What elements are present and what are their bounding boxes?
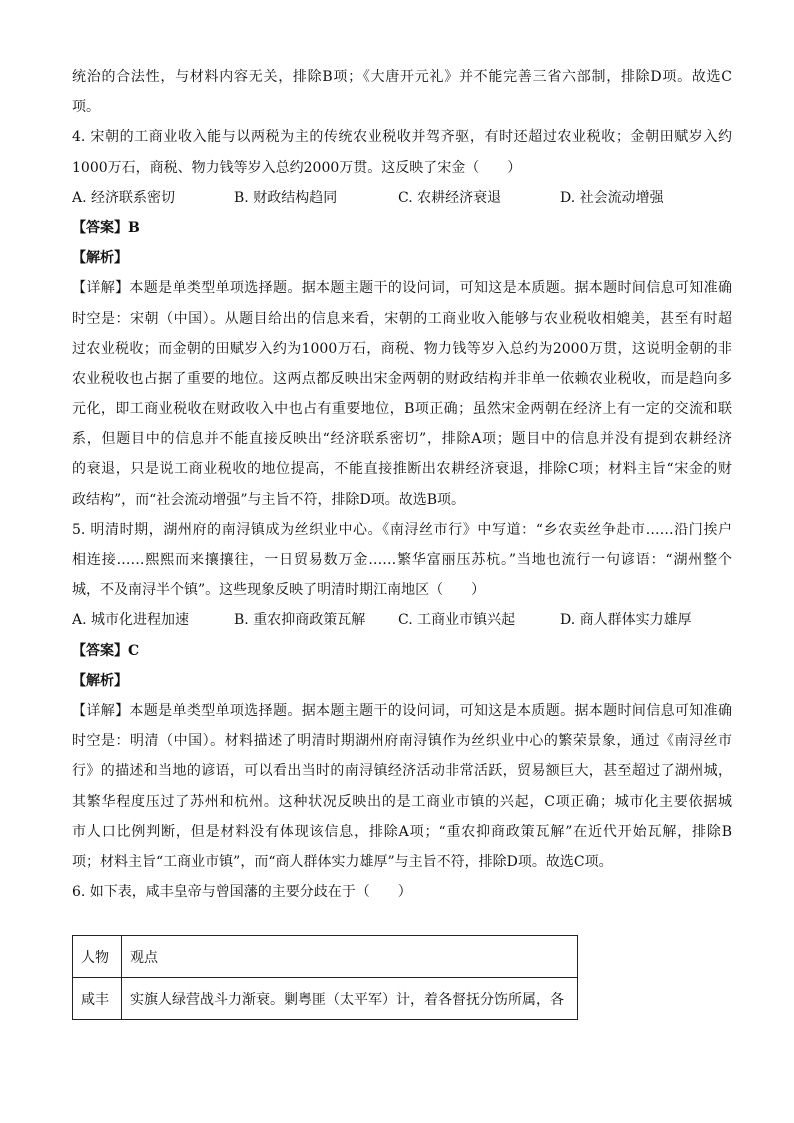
explanation-line: 市人口比例判断，但是材料没有体现该信息，排除A项；“重农抑商政策瓦解”在近代开始瓦解，排除B [72,823,732,840]
table-row [73,978,578,1020]
explanation-line: 系，但题目中的信息并不能直接反映出“经济联系密切”，排除A项；题目中的信息并没有提到农耕经济 [72,431,732,448]
viewpoints-table [72,935,578,1020]
table-header-view: 观点 [122,936,578,978]
explanation-line: 行》的描述和当地的谚语，可以看出当时的南浔镇经济活动非常活跃，贸易额巨大，甚至超过了湖州城， [72,763,732,780]
question-6-stem: 6. 如下表，咸丰皇帝与曾国藩的主要分歧在于（ ） [72,884,412,901]
question-4-stem: 1000万石，商税、物力钱等岁入总约2000万贯。这反映了宋金（ ） [72,159,522,176]
explanation-line: 【详解】本题是单类型单项选择题。据本题主题干的设问词，可知这是本质题。据本题时间信息可知准确 [72,280,732,297]
option-b: B. 重农抑商政策瓦解 [234,612,366,629]
analysis-label: 【解析】 [72,250,128,267]
explanation-line: 项；材料主旨“工商业市镇”，而“商人群体实力雄厚”与主旨不符，排除D项。故选C项。 [72,853,613,870]
option-c: C. 农耕经济衰退 [398,189,502,206]
text-line: 统治的合法性，与材料内容无关，排除B项；《大唐开元礼》并不能完善三省六部制，排除D项。故选C [72,69,732,85]
explanation-line: 元化，即工商业税收在财政收入中也占有重要地位，B项正确；虽然宋金两朝在经济上有一定的交流和联 [72,401,732,418]
explanation-line: 【详解】本题是单类型单项选择题。据本题主题干的设问词，可知这是本质题。据本题时间信息可知准确 [72,702,732,719]
explanation-line: 过农业税收；而金朝的田赋岁入约为1000万石，商税、物力钱等岁入总约为2000万贯，这说明金朝的非 [72,340,732,357]
explanation-line: 时空是：宋朝（中国）。从题目给出的信息来看，宋朝的工商业收入能够与农业税收相媲美，甚至有时超 [72,310,732,327]
question-5-stem: 城，不及南浔半个镇”。这些现象反映了明清时期江南地区（ ） [72,582,486,599]
question-5-options [72,605,732,635]
option-a: A. 经济联系密切 [72,189,176,206]
explanation-line: 的衰退，只是说工商业税收的地位提高，不能直接推断出农耕经济衰退，排除C项；材料主旨“宋金的财 [72,461,732,478]
explanation-line: 政结构”，而“社会流动增强”与主旨不符，排除D项。故选B项。 [72,491,465,508]
option-b: B. 财政结构趋同 [234,189,338,206]
answer-label: 【答案】C [72,642,140,659]
explanation-line: 时空是：明清（中国）。材料描述了明清时期湖州府南浔镇作为丝织业中心的繁荣景象，通过《南浔丝市 [72,733,732,750]
table-header-person: 人物 [73,936,122,978]
table-cell-view: 实旗人绿营战斗力渐衰。剿粤匪（太平军）计，着各督抚分饬所属，各 [122,978,578,1020]
document-body [72,62,732,907]
question-4-stem: 4. 宋朝的工商业收入能与以两税为主的传统农业税收并驾齐驱，有时还超过农业税收；金朝田赋岁入约 [72,129,732,146]
text-line: 项。 [72,99,100,116]
explanation-line: 其繁华程度压过了苏州和杭州。这种状况反映出的是工商业市镇的兴起，C项正确；城市化主要依据城 [72,793,732,810]
option-a: A. 城市化进程加速 [72,612,190,629]
option-d: D. 社会流动增强 [560,189,664,206]
question-5-stem: 5. 明清时期，湖州府的南浔镇成为丝织业中心。《南浔丝市行》中写道：“乡农卖丝争赴市……沿门挨户 [72,521,732,538]
question-5-stem: 相连接……熙熙而来攘攘往，一日贸易数万金……繁华富丽压苏杭。”当地也流行一句谚语：“湖州整个 [72,552,732,568]
table-header-row [73,936,578,978]
table-cell-person: 咸丰 [73,978,122,1020]
explanation-line: 农业税收也占据了重要的地位。这两点都反映出宋金两朝的财政结构并非单一依赖农业税收，而是趋向多 [72,370,732,387]
analysis-label: 【解析】 [72,672,128,689]
answer-label: 【答案】B [72,219,140,236]
option-d: D. 商人群体实力雄厚 [560,612,692,629]
question-4-options [72,183,732,213]
option-c: C. 工商业市镇兴起 [398,612,516,629]
